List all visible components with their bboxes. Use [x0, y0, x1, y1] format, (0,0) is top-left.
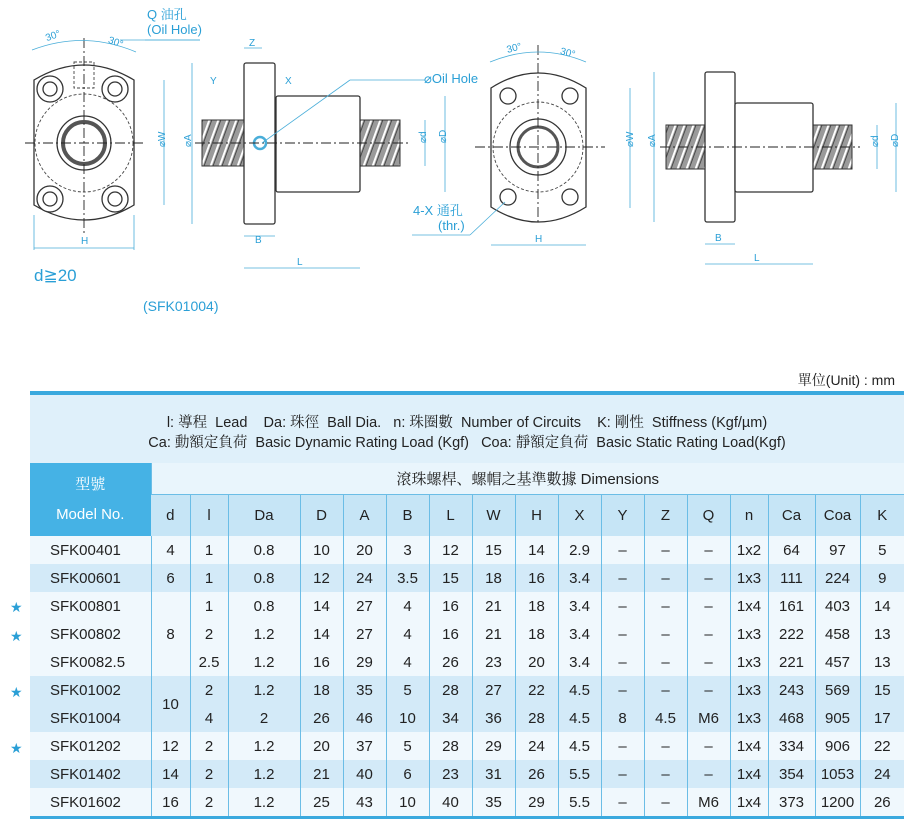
cell-q: –	[687, 564, 730, 592]
cell-k: 22	[860, 732, 904, 760]
cell-a: 20	[343, 536, 386, 564]
cell-y: –	[601, 732, 644, 760]
cell-q: M6	[687, 788, 730, 818]
cell-k: 13	[860, 648, 904, 676]
column-header-w: W	[472, 495, 515, 537]
model-header	[30, 463, 151, 536]
cell-h: 28	[515, 704, 558, 732]
cell-da: 0.8	[228, 564, 300, 592]
column-header-ca: Ca	[768, 495, 815, 537]
cell-coa: 905	[815, 704, 860, 732]
cell-k: 5	[860, 536, 904, 564]
dim-phia-label: ⌀A	[647, 134, 658, 147]
spec-table	[30, 391, 904, 819]
cell-h: 29	[515, 788, 558, 818]
model-cell: SFK00401	[30, 536, 151, 564]
dim-phiw-label: ⌀W	[157, 131, 168, 147]
cell-b: 4	[386, 592, 429, 620]
dim-z-label: Z	[249, 38, 256, 49]
cell-z: –	[644, 732, 687, 760]
table-row	[30, 676, 904, 704]
cell-d: 26	[300, 704, 343, 732]
cell-h: 24	[515, 732, 558, 760]
recommended-star-icon: ★	[10, 740, 23, 757]
dim-b-label: B	[715, 233, 722, 244]
cell-l: 28	[429, 732, 472, 760]
column-header-da: Da	[228, 495, 300, 537]
column-header-d: d	[151, 495, 190, 537]
cell-y: 8	[601, 704, 644, 732]
cell-coa: 569	[815, 676, 860, 704]
cell-w: 27	[472, 676, 515, 704]
cell-w: 21	[472, 592, 515, 620]
cell-d: 10	[300, 536, 343, 564]
cell-w: 15	[472, 536, 515, 564]
model-header-cn: 型號	[75, 475, 106, 493]
model-cell: SFK0082.5	[30, 648, 151, 676]
cell-d: 21	[300, 760, 343, 788]
cell-d: 16	[300, 648, 343, 676]
cell-coa: 1200	[815, 788, 860, 818]
cell-da: 1.2	[228, 788, 300, 818]
cell-a: 46	[343, 704, 386, 732]
oil-hole-label: ⌀Oil Hole	[424, 71, 479, 86]
cell-x: 5.5	[558, 788, 601, 818]
oil-hole-q-label: Q 油孔	[147, 7, 187, 22]
cell-z: –	[644, 788, 687, 818]
cell-x: 3.4	[558, 592, 601, 620]
cell-coa: 458	[815, 620, 860, 648]
cell-q: –	[687, 732, 730, 760]
cell-x: 3.4	[558, 648, 601, 676]
table-row	[30, 536, 904, 564]
cell-a: 40	[343, 760, 386, 788]
cell-d: 25	[300, 788, 343, 818]
cell-l: 12	[429, 536, 472, 564]
cell-q: –	[687, 648, 730, 676]
cell-l: 2	[190, 788, 228, 818]
angle-label: 30°	[558, 46, 577, 61]
cell-q: –	[687, 592, 730, 620]
cell-l: 1	[190, 592, 228, 620]
cell-ca: 221	[768, 648, 815, 676]
cell-a: 27	[343, 592, 386, 620]
cell-y: –	[601, 592, 644, 620]
cell-d: 4	[151, 536, 190, 564]
cell-q: –	[687, 620, 730, 648]
technical-drawings	[0, 0, 919, 330]
cell-b: 3.5	[386, 564, 429, 592]
cell-n: 1x4	[730, 592, 768, 620]
cell-w: 21	[472, 620, 515, 648]
cell-w: 35	[472, 788, 515, 818]
cell-ca: 354	[768, 760, 815, 788]
cell-l: 2.5	[190, 648, 228, 676]
cell-k: 17	[860, 704, 904, 732]
angle-label: 30°	[505, 41, 524, 56]
cell-a: 37	[343, 732, 386, 760]
cell-a: 29	[343, 648, 386, 676]
cell-l: 2	[190, 760, 228, 788]
legend-box	[30, 391, 904, 463]
cell-n: 1x3	[730, 648, 768, 676]
cell-z: –	[644, 620, 687, 648]
cell-ca: 373	[768, 788, 815, 818]
dim-y-label: Y	[210, 76, 217, 87]
cell-x: 4.5	[558, 704, 601, 732]
cell-b: 6	[386, 760, 429, 788]
cell-da: 2	[228, 704, 300, 732]
dim-h-label: H	[81, 236, 89, 247]
cell-z: –	[644, 536, 687, 564]
column-header-a: A	[343, 495, 386, 537]
column-header-k: K	[860, 495, 904, 537]
table-row	[30, 732, 904, 760]
cell-coa: 906	[815, 732, 860, 760]
cell-q: –	[687, 676, 730, 704]
cell-ca: 111	[768, 564, 815, 592]
cell-y: –	[601, 648, 644, 676]
cell-h: 22	[515, 676, 558, 704]
cell-da: 1.2	[228, 732, 300, 760]
cell-l: 1	[190, 564, 228, 592]
dim-l-label: L	[754, 253, 760, 264]
cell-l: 28	[429, 676, 472, 704]
dimensions-header: 滾珠螺桿、螺帽之基準數據 Dimensions	[151, 463, 904, 495]
column-header-x: X	[558, 495, 601, 537]
cell-l: 2	[190, 676, 228, 704]
cell-ca: 334	[768, 732, 815, 760]
cell-da: 0.8	[228, 536, 300, 564]
cell-b: 5	[386, 732, 429, 760]
column-header-coa: Coa	[815, 495, 860, 537]
thru-hole-label-en: (thr.)	[438, 218, 465, 233]
cell-z: –	[644, 648, 687, 676]
angle-label: 30°	[106, 34, 125, 51]
cell-q: –	[687, 760, 730, 788]
cell-ca: 161	[768, 592, 815, 620]
cell-l: 16	[429, 592, 472, 620]
cell-y: –	[601, 620, 644, 648]
front-view-drawing-d20	[25, 38, 200, 250]
cell-coa: 224	[815, 564, 860, 592]
model-header-en: Model No.	[56, 505, 125, 523]
model-cell: SFK00802	[30, 620, 151, 648]
dim-phid-label: ⌀d	[870, 135, 881, 147]
cell-l: 2	[190, 732, 228, 760]
cell-k: 14	[860, 592, 904, 620]
side-view-drawing-d20	[192, 48, 445, 268]
column-header-l: l	[190, 495, 228, 537]
model-cell: SFK01402	[30, 760, 151, 788]
cell-y: –	[601, 536, 644, 564]
column-header-n: n	[730, 495, 768, 537]
cell-x: 4.5	[558, 676, 601, 704]
model-cell: SFK00601	[30, 564, 151, 592]
cell-z: 4.5	[644, 704, 687, 732]
cell-n: 1x3	[730, 704, 768, 732]
cell-q: M6	[687, 704, 730, 732]
dimensions-table	[30, 463, 904, 819]
cell-d: 18	[300, 676, 343, 704]
dim-l-label: L	[297, 257, 303, 268]
cell-k: 24	[860, 760, 904, 788]
cell-da: 0.8	[228, 592, 300, 620]
cell-w: 29	[472, 732, 515, 760]
dim-phiD-label: ⌀D	[438, 129, 449, 143]
table-row	[30, 760, 904, 788]
model-cell: SFK00801	[30, 592, 151, 620]
cell-w: 36	[472, 704, 515, 732]
cell-da: 1.2	[228, 620, 300, 648]
dim-phiD-label: ⌀D	[890, 133, 901, 147]
cell-d: 14	[300, 592, 343, 620]
cell-coa: 403	[815, 592, 860, 620]
cell-k: 15	[860, 676, 904, 704]
cell-b: 3	[386, 536, 429, 564]
cell-k: 13	[860, 620, 904, 648]
cell-x: 3.4	[558, 620, 601, 648]
cell-x: 4.5	[558, 732, 601, 760]
cell-d: 12	[151, 732, 190, 760]
cell-l: 16	[429, 620, 472, 648]
d-condition-note: d≧20	[34, 266, 77, 285]
dim-b-label: B	[255, 235, 262, 246]
cell-k: 26	[860, 788, 904, 818]
table-row	[30, 788, 904, 818]
dim-h-label: H	[535, 234, 543, 245]
cell-da: 1.2	[228, 760, 300, 788]
cell-z: –	[644, 760, 687, 788]
cell-l: 40	[429, 788, 472, 818]
cell-n: 1x3	[730, 676, 768, 704]
cell-h: 18	[515, 620, 558, 648]
cell-b: 10	[386, 788, 429, 818]
column-header-q: Q	[687, 495, 730, 537]
model-cell: SFK01602	[30, 788, 151, 818]
cell-d: 8	[151, 592, 190, 676]
cell-n: 1x4	[730, 760, 768, 788]
cell-coa: 97	[815, 536, 860, 564]
cell-y: –	[601, 760, 644, 788]
cell-d: 6	[151, 564, 190, 592]
cell-a: 43	[343, 788, 386, 818]
cell-w: 31	[472, 760, 515, 788]
cell-n: 1x4	[730, 732, 768, 760]
cell-a: 24	[343, 564, 386, 592]
dim-x-label: X	[285, 76, 292, 87]
cell-da: 1.2	[228, 676, 300, 704]
cell-l: 23	[429, 760, 472, 788]
cell-ca: 243	[768, 676, 815, 704]
cell-l: 34	[429, 704, 472, 732]
cell-ca: 468	[768, 704, 815, 732]
cell-ca: 222	[768, 620, 815, 648]
cell-l: 1	[190, 536, 228, 564]
cell-da: 1.2	[228, 648, 300, 676]
cell-d: 14	[151, 760, 190, 788]
recommended-star-icon: ★	[10, 599, 23, 616]
angle-label: 30°	[44, 28, 63, 45]
dim-phia-label: ⌀A	[183, 134, 194, 147]
cell-y: –	[601, 788, 644, 818]
cell-l: 26	[429, 648, 472, 676]
cell-l: 2	[190, 620, 228, 648]
column-header-h: H	[515, 495, 558, 537]
cell-n: 1x4	[730, 788, 768, 818]
cell-z: –	[644, 592, 687, 620]
cell-b: 4	[386, 648, 429, 676]
column-header-d: D	[300, 495, 343, 537]
legend-line-1: l: 導程 Lead Da: 珠徑 Ball Dia. n: 珠圈數 Number of Circuits K: 剛性 Stiffness (Kgf/µm)	[166, 415, 768, 431]
cell-w: 18	[472, 564, 515, 592]
column-header-l: L	[429, 495, 472, 537]
cell-q: –	[687, 536, 730, 564]
cell-l: 15	[429, 564, 472, 592]
cell-x: 3.4	[558, 564, 601, 592]
cell-w: 23	[472, 648, 515, 676]
dim-phiw-label: ⌀W	[625, 131, 636, 147]
column-header-b: B	[386, 495, 429, 537]
cell-d: 16	[151, 788, 190, 818]
cell-h: 18	[515, 592, 558, 620]
side-view-drawing	[654, 72, 896, 264]
cell-x: 5.5	[558, 760, 601, 788]
cell-ca: 64	[768, 536, 815, 564]
table-row	[30, 564, 904, 592]
recommended-star-icon: ★	[10, 627, 23, 644]
cell-y: –	[601, 564, 644, 592]
cell-h: 14	[515, 536, 558, 564]
cell-x: 2.9	[558, 536, 601, 564]
cell-z: –	[644, 676, 687, 704]
recommended-star-icon: ★	[10, 684, 23, 700]
cell-d: 12	[300, 564, 343, 592]
model-cell: SFK01004	[30, 704, 151, 732]
column-header-y: Y	[601, 495, 644, 537]
unit-label: 單位(Unit) : mm	[797, 372, 895, 388]
cell-b: 5	[386, 676, 429, 704]
cell-k: 9	[860, 564, 904, 592]
table-row	[30, 592, 904, 620]
cell-h: 16	[515, 564, 558, 592]
model-note: (SFK01004)	[143, 298, 219, 314]
model-cell: SFK01202	[30, 732, 151, 760]
cell-n: 1x2	[730, 536, 768, 564]
cell-z: –	[644, 564, 687, 592]
cell-l: 4	[190, 704, 228, 732]
cell-d: 14	[300, 620, 343, 648]
model-cell: SFK01002	[30, 676, 151, 704]
cell-n: 1x3	[730, 620, 768, 648]
cell-h: 26	[515, 760, 558, 788]
legend-line-2: Ca: 動額定負荷 Basic Dynamic Rating Load (Kgf) Coa: 靜額定負荷 Basic Static Rating Load(Kgf)	[148, 435, 786, 451]
dim-phid-label: ⌀d	[418, 131, 429, 143]
thru-hole-label: 4-X 通孔	[413, 203, 463, 218]
oil-hole-q-label-en: (Oil Hole)	[147, 22, 202, 37]
cell-coa: 457	[815, 648, 860, 676]
cell-h: 20	[515, 648, 558, 676]
cell-d: 20	[300, 732, 343, 760]
cell-d: 10	[151, 676, 190, 732]
cell-b: 4	[386, 620, 429, 648]
cell-y: –	[601, 676, 644, 704]
cell-a: 35	[343, 676, 386, 704]
cell-a: 27	[343, 620, 386, 648]
cell-n: 1x3	[730, 564, 768, 592]
cell-b: 10	[386, 704, 429, 732]
cell-coa: 1053	[815, 760, 860, 788]
column-header-z: Z	[644, 495, 687, 537]
